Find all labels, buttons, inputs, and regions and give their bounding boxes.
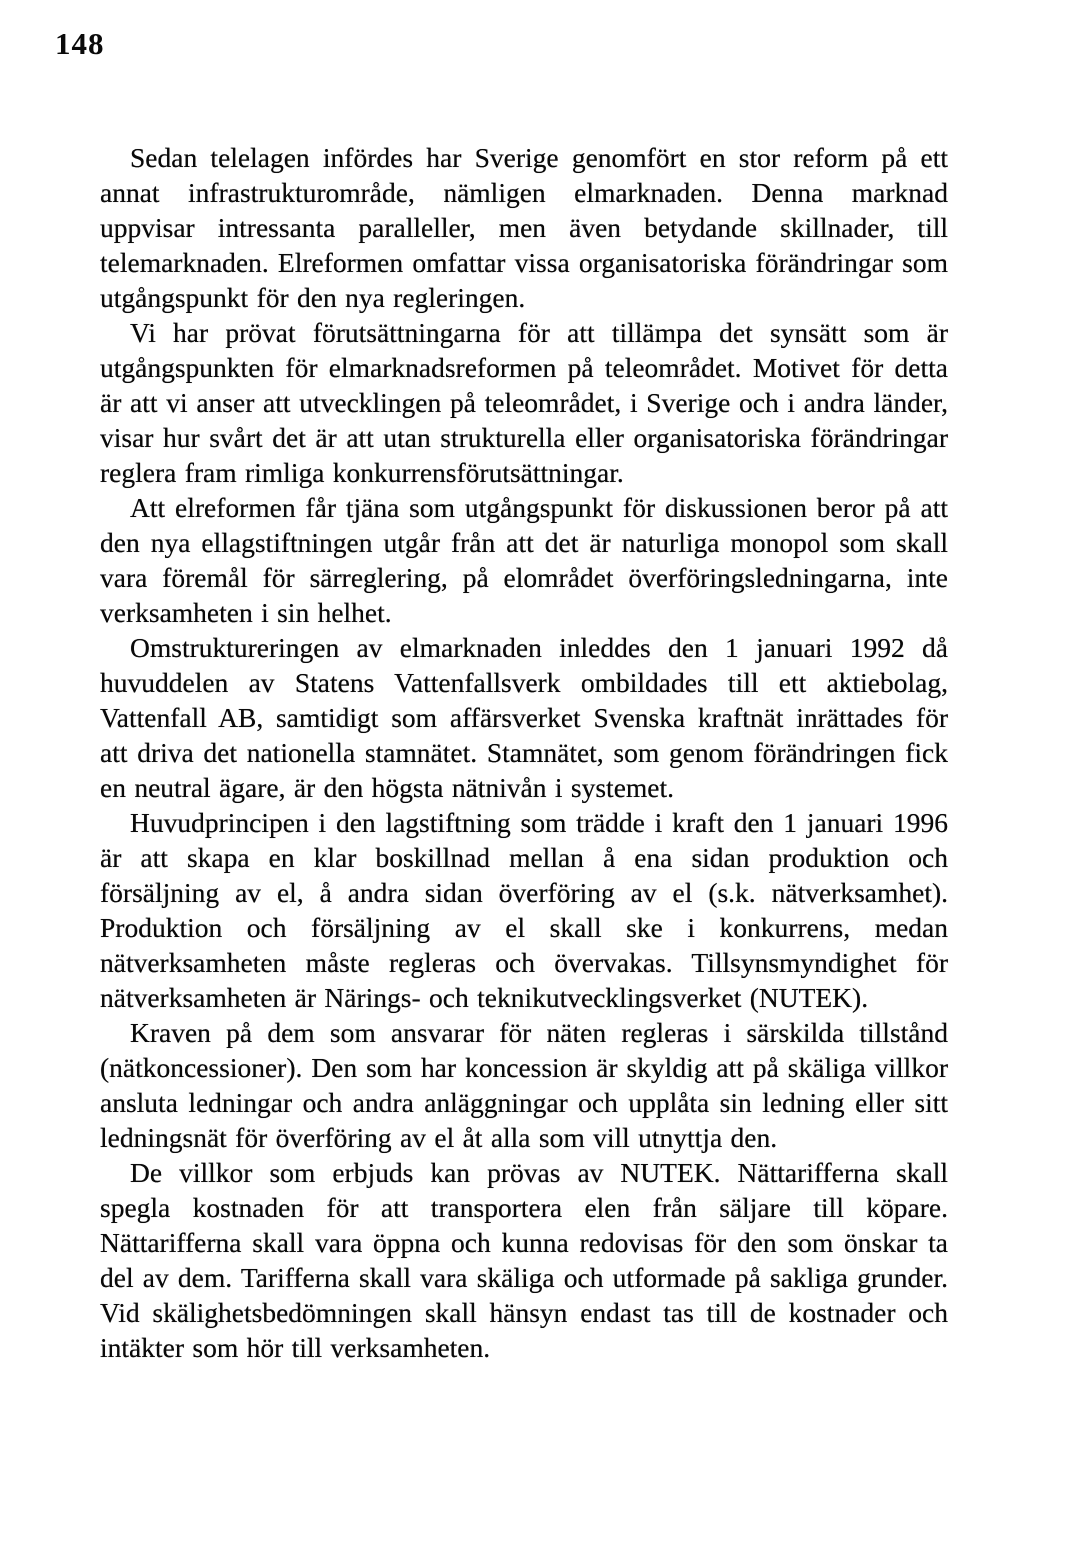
- paragraph: Kraven på dem som ansvarar för näten regleras i särskilda tillstånd (nätkoncessioner). Den som har koncession är skyldig att på skäliga villkor ansluta ledningar och andra anläggningar och upplåta sin ledning eller sitt ledningsnät för överföring av el åt alla som vill utnyttja den.: [100, 1017, 948, 1153]
- paragraph: De villkor som erbjuds kan prövas av NUTEK. Nättarifferna skall spegla kostnaden för att transportera elen från säljare till köpare. Nättarifferna skall vara öppna och kunna redovisas för den som önskar ta del av dem. Tarifferna skall vara skäliga och utformade på sakliga grunder. Vid skälighetsbedömningen skall hänsyn endast tas till de kostnader och intäkter som hör till verksamheten.: [100, 1157, 948, 1363]
- body-text: [100, 140, 948, 1365]
- paragraph: Huvudprincipen i den lagstiftning som trädde i kraft den 1 januari 1996 är att skapa en klar boskillnad mellan å ena sidan produktion och försäljning av el, å andra sidan överföring av el (s.k. nätverksamhet). Produktion och försäljning av el skall ske i konkurrens, medan nätverksamheten måste regleras och övervakas. Tillsynsmyndighet för nätverksamheten är Närings- och teknikutvecklingsverket (NUTEK).: [100, 807, 948, 1013]
- paragraph: Att elreformen får tjäna som utgångspunkt för diskussionen beror på att den nya ellagstiftningen utgår från att det är naturliga monopol som skall vara föremål för särreglering, på elområdet överföringsledningarna, inte verksamheten i sin helhet.: [100, 492, 948, 628]
- paragraph: Omstruktureringen av elmarknaden inleddes den 1 januari 1992 då huvuddelen av Statens Vattenfallsverk ombildades till ett aktiebolag, Vattenfall AB, samtidigt som affärsverket Svenska kraftnät inrättades för att driva det nationella stamnätet. Stamnätet, som genom förändringen fick en neutral ägare, är den högsta nätnivån i systemet.: [100, 632, 948, 803]
- page-number: 148: [55, 26, 105, 61]
- paragraph: Sedan telelagen infördes har Sverige genomfört en stor reform på ett annat infrastrukturområde, nämligen elmarknaden. Denna marknad uppvisar intressanta paralleller, men även betydande skillnader, till telemarknaden. Elreformen omfattar vissa organisatoriska förändringar som utgångspunkt för den nya regleringen.: [100, 142, 948, 313]
- paragraph: Vi har prövat förutsättningarna för att tillämpa det synsätt som är utgångspunkten för elmarknadsreformen på teleområdet. Motivet för detta är att vi anser att utvecklingen på teleområdet, i Sverige och i andra länder, visar hur svårt det är att utan strukturella eller organisatoriska förändringar reglera fram rimliga konkurrensförutsättningar.: [100, 317, 948, 488]
